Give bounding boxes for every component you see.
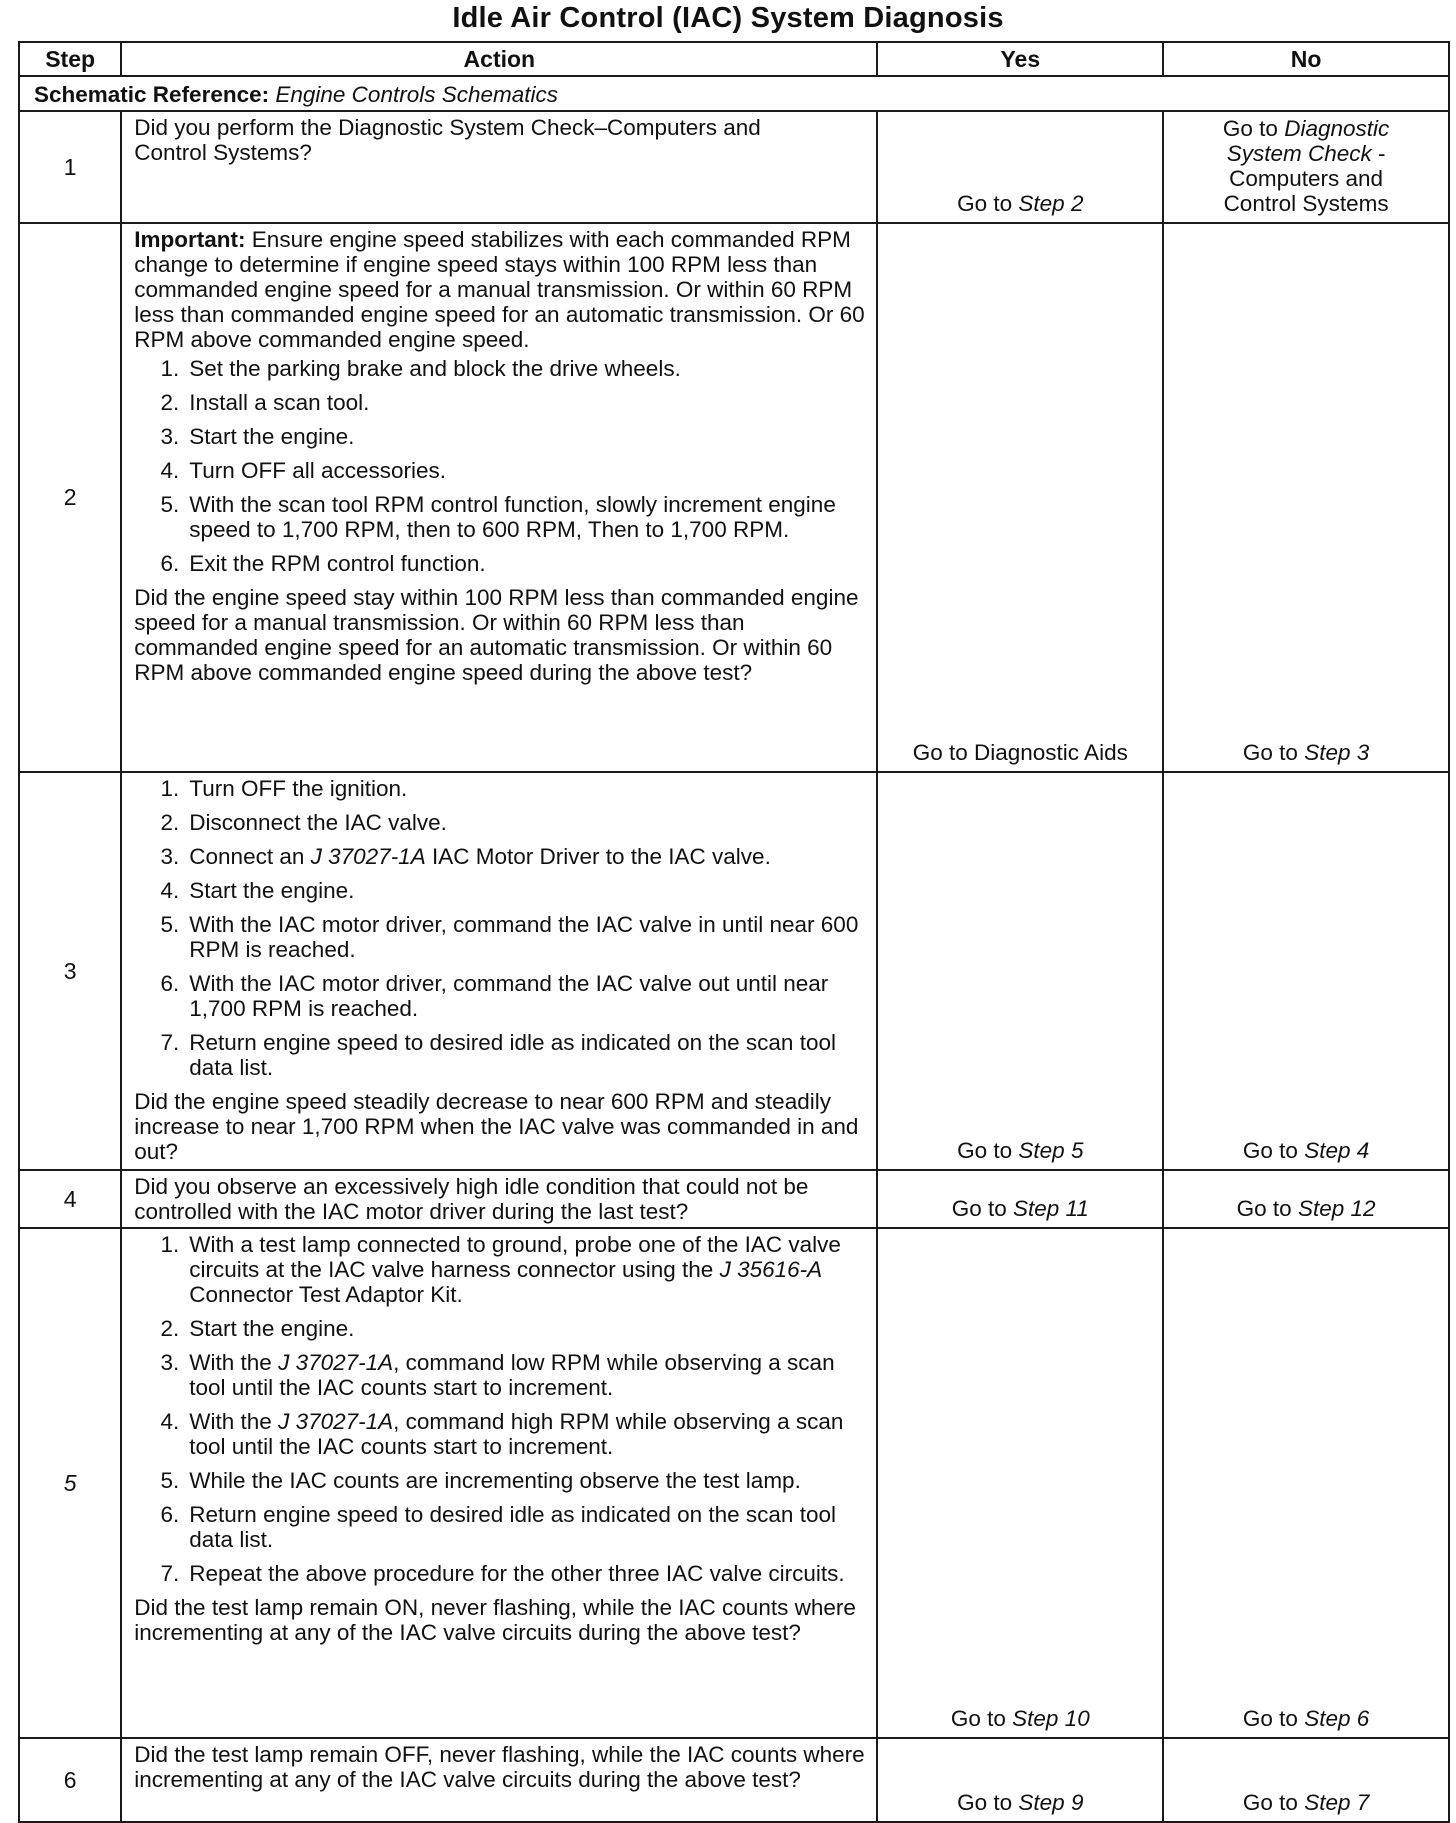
- item-number: 6.: [160, 971, 180, 996]
- no-line-2: [1170, 141, 1442, 166]
- important-label: Important:: [134, 227, 246, 252]
- item-text: Turn OFF the ignition.: [189, 776, 408, 801]
- no-text: Go to: [1222, 116, 1285, 141]
- item-text: While the IAC counts are incrementing observe the test lamp.: [189, 1468, 801, 1493]
- item-number: 6.: [160, 551, 180, 576]
- item-text: Disconnect the IAC valve.: [189, 810, 447, 835]
- yes-cell: [877, 111, 1163, 223]
- yes-cell: [877, 1170, 1163, 1228]
- list-item: [134, 1468, 866, 1493]
- header-row: [19, 42, 1449, 76]
- item-text-pre: With the: [189, 1350, 279, 1375]
- header-yes: Yes: [877, 42, 1163, 76]
- no-step: Step 7: [1304, 1790, 1370, 1815]
- no-step: Step 3: [1304, 740, 1370, 765]
- no-step: Step 6: [1304, 1706, 1370, 1731]
- action-cell: [121, 1170, 877, 1228]
- step-number: 3: [19, 772, 121, 1170]
- item-text-post: IAC Motor Driver to the IAC valve.: [425, 844, 771, 869]
- procedure-list: [134, 356, 866, 576]
- no-pre: Go to: [1242, 1790, 1305, 1815]
- question-text: Did the engine speed stay within 100 RPM less than commanded engine speed for a manual transmission. Or within 60 RPM less than commanded engine speed for an automatic transmission. Or within 60 RPM above commanded engine speed during the above test?: [134, 585, 859, 685]
- list-item: [134, 971, 866, 1021]
- item-number: 5.: [160, 1468, 180, 1493]
- item-number: 4.: [160, 1409, 180, 1434]
- item-number: 3.: [160, 844, 180, 869]
- item-text-post: Connector Test Adaptor Kit.: [189, 1282, 463, 1307]
- list-item: [134, 844, 866, 869]
- item-text: Set the parking brake and block the drive wheels.: [189, 356, 681, 381]
- list-item: [134, 1561, 866, 1586]
- table-row: [19, 223, 1449, 772]
- yes-pre: Go to Diagnostic Aids: [912, 740, 1128, 765]
- item-text: Start the engine.: [189, 1316, 355, 1341]
- question-text: Did the engine speed steadily decrease to near 600 RPM and steadily increase to near 1,700 RPM when the IAC valve was commanded in and out?: [134, 1089, 859, 1164]
- item-number: 2.: [160, 1316, 180, 1341]
- no-pre: Go to: [1242, 740, 1305, 765]
- item-text-pre: Connect an: [189, 844, 311, 869]
- procedure-list: [134, 776, 866, 1080]
- important-text: Ensure engine speed stabilizes with each commanded RPM change to determine if engine speed stays within 100 RPM less than commanded engine speed for a manual transmission. Or within 60 RPM less than commanded engine speed for an automatic transmission. Or 60 RPM above commanded engine speed.: [134, 227, 865, 352]
- no-line-3: Computers and: [1229, 166, 1384, 191]
- header-step: Step: [19, 42, 121, 76]
- item-text-post: , command low RPM while observing a scan tool until the IAC counts start to increment.: [189, 1350, 835, 1400]
- table-row: [19, 1170, 1449, 1228]
- item-text: [189, 1350, 866, 1400]
- list-item: [134, 810, 866, 835]
- list-item: [134, 1409, 866, 1459]
- yes-step: Step 9: [1018, 1790, 1084, 1815]
- step-number: 2: [19, 223, 121, 772]
- tool-name: J 37027-1A: [310, 844, 426, 869]
- item-text: Install a scan tool.: [189, 390, 370, 415]
- table-row: [19, 1738, 1449, 1822]
- schematic-label: Schematic Reference:: [34, 81, 270, 107]
- yes-step: Step 5: [1018, 1138, 1084, 1163]
- item-number: 6.: [160, 1502, 180, 1527]
- yes-cell: [877, 223, 1163, 772]
- action-cell: [121, 111, 877, 223]
- item-text: [189, 1409, 866, 1459]
- header-no: No: [1163, 42, 1449, 76]
- no-pre: Go to: [1242, 1706, 1305, 1731]
- question-text: Did you perform the Diagnostic System Check–Computers and Control Systems?: [134, 115, 761, 165]
- no-cell: [1163, 1170, 1449, 1228]
- step-number: 5: [19, 1228, 121, 1738]
- yes-cell: [877, 1228, 1163, 1738]
- list-item: [134, 878, 866, 903]
- action-cell: [121, 1738, 877, 1822]
- table-row: [19, 772, 1449, 1170]
- item-text: Repeat the above procedure for the other three IAC valve circuits.: [189, 1561, 845, 1586]
- no-link: System Check: [1226, 141, 1372, 166]
- item-text-pre: With a test lamp connected to ground, probe one of the IAC valve circuits at the IAC valve harness connector using the: [189, 1232, 841, 1282]
- item-number: 7.: [160, 1561, 180, 1586]
- tool-name: J 35616-A: [719, 1257, 823, 1282]
- list-item: [134, 1316, 866, 1341]
- action-cell: [121, 772, 877, 1170]
- list-item: [134, 356, 866, 381]
- item-text: With the IAC motor driver, command the IAC valve in until near 600 RPM is reached.: [189, 912, 859, 962]
- item-text: Return engine speed to desired idle as indicated on the scan tool data list.: [189, 1030, 836, 1080]
- item-text: [189, 1232, 866, 1307]
- yes-step: Step 10: [1012, 1706, 1090, 1731]
- yes-cell: [877, 772, 1163, 1170]
- item-number: 5.: [160, 912, 180, 937]
- item-number: 4.: [160, 878, 180, 903]
- no-step: Step 4: [1304, 1138, 1370, 1163]
- page-title: Idle Air Control (IAC) System Diagnosis: [452, 2, 1004, 34]
- list-item: [134, 458, 866, 483]
- item-number: 7.: [160, 1030, 180, 1055]
- no-pre: Go to: [1242, 1138, 1305, 1163]
- step-number: 1: [19, 111, 121, 223]
- step-number: 6: [19, 1738, 121, 1822]
- yes-pre: Go to: [951, 1196, 1013, 1221]
- list-item: [134, 776, 866, 801]
- question-text: Did the test lamp remain OFF, never flashing, while the IAC counts where incrementing at any of the IAC valve circuits during the above test?: [134, 1742, 865, 1792]
- procedure-list: [134, 1232, 866, 1586]
- list-item: [134, 1030, 866, 1080]
- yes-pre: Go to: [957, 191, 1019, 216]
- action-cell: [121, 223, 877, 772]
- item-number: 1.: [160, 776, 180, 801]
- item-text: With the IAC motor driver, command the IAC valve out until near 1,700 RPM is reached.: [189, 971, 829, 1021]
- no-line-1: [1170, 116, 1442, 141]
- item-number: 2.: [160, 810, 180, 835]
- diagnosis-table: [18, 41, 1450, 1823]
- yes-pre: Go to: [950, 1706, 1013, 1731]
- question-text: Did the test lamp remain ON, never flashing, while the IAC counts where incrementing at any of the IAC valve circuits during the above test?: [134, 1595, 856, 1645]
- yes-step: Step 2: [1018, 191, 1084, 216]
- no-link: Diagnostic: [1284, 116, 1390, 141]
- item-text: With the scan tool RPM control function, slowly increment engine speed to 1,700 RPM, then to 600 RPM, Then to 1,700 RPM.: [189, 492, 836, 542]
- list-item: [134, 1232, 866, 1307]
- item-number: 4.: [160, 458, 180, 483]
- item-text: Exit the RPM control function.: [189, 551, 486, 576]
- item-number: 3.: [160, 1350, 180, 1375]
- schematic-value: Engine Controls Schematics: [275, 81, 559, 107]
- item-number: 1.: [160, 356, 180, 381]
- item-text: [189, 844, 866, 869]
- yes-pre: Go to: [957, 1138, 1019, 1163]
- schematic-row: [19, 76, 1449, 111]
- no-cell: [1163, 223, 1449, 772]
- list-item: [134, 1502, 866, 1552]
- no-line-4: Control Systems: [1223, 191, 1389, 216]
- list-item: [134, 492, 866, 542]
- tool-name: J 37027-1A: [278, 1350, 394, 1375]
- no-cell: [1163, 772, 1449, 1170]
- list-item: [134, 390, 866, 415]
- item-text: Turn OFF all accessories.: [189, 458, 447, 483]
- item-text: Start the engine.: [189, 424, 355, 449]
- tool-name: J 37027-1A: [278, 1409, 394, 1434]
- table-row: [19, 1228, 1449, 1738]
- no-step: Step 12: [1297, 1196, 1376, 1221]
- header-action: Action: [121, 42, 877, 76]
- yes-pre: Go to: [957, 1790, 1019, 1815]
- no-pre: Go to: [1236, 1196, 1298, 1221]
- question-text: Did you observe an excessively high idle condition that could not be controlled with the IAC motor driver during the last test?: [134, 1174, 809, 1224]
- item-number: 2.: [160, 390, 180, 415]
- list-item: [134, 424, 866, 449]
- item-number: 5.: [160, 492, 180, 517]
- list-item: [134, 912, 866, 962]
- no-cell: [1163, 1228, 1449, 1738]
- no-cell: [1163, 111, 1449, 223]
- item-text-pre: With the: [189, 1409, 279, 1434]
- item-number: 3.: [160, 424, 180, 449]
- important-note: [134, 227, 866, 352]
- list-item: [134, 551, 866, 576]
- item-text: Return engine speed to desired idle as indicated on the scan tool data list.: [189, 1502, 836, 1552]
- yes-cell: [877, 1738, 1163, 1822]
- table-row: [19, 111, 1449, 223]
- list-item: [134, 1350, 866, 1400]
- item-text: Start the engine.: [189, 878, 355, 903]
- action-cell: [121, 1228, 877, 1738]
- schematic-reference: [19, 76, 1449, 111]
- step-number: 4: [19, 1170, 121, 1228]
- item-number: 1.: [160, 1232, 180, 1257]
- yes-step: Step 11: [1012, 1196, 1089, 1221]
- no-text: -: [1371, 141, 1386, 166]
- item-text-post: , command high RPM while observing a scan tool until the IAC counts start to increment.: [189, 1409, 844, 1459]
- no-cell: [1163, 1738, 1449, 1822]
